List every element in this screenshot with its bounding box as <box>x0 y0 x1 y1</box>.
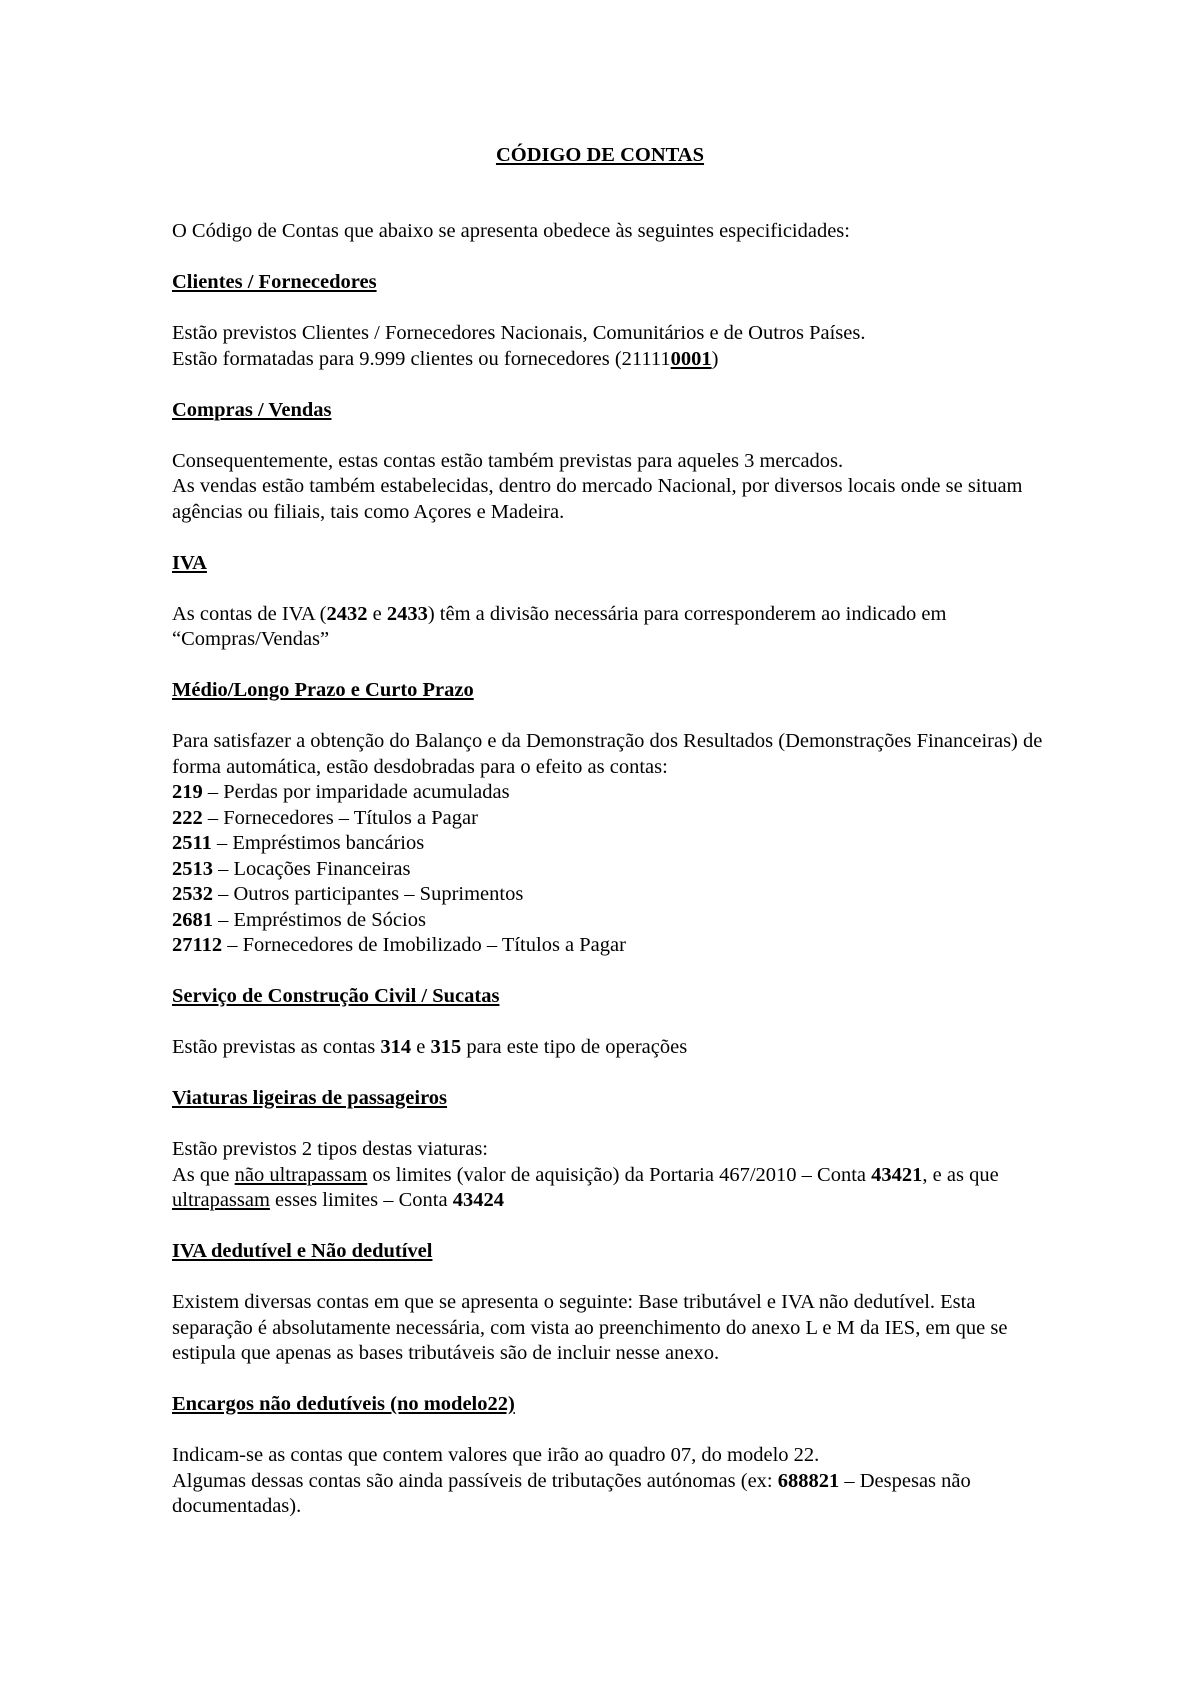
section-heading-compras: Compras / Vendas <box>172 398 332 421</box>
account-code: 0001 <box>670 347 712 370</box>
account-code: 314 <box>380 1036 412 1058</box>
iva-paragraph: As contas de IVA (2432 e 2433) têm a divisão necessária para corresponderem ao indicado em “Compras/Vendas” <box>172 602 947 650</box>
construcao-paragraph: Estão previstas as contas 314 e 315 para este tipo de operações <box>172 1036 688 1058</box>
list-item: 27112 – Fornecedores de Imobilizado – Títulos a Pagar <box>172 934 626 956</box>
account-code: 43424 <box>452 1189 504 1211</box>
prazo-intro: Para satisfazer a obtenção do Balanço e da Demonstração dos Resultados (Demonstrações Financeiras) de forma automática, estão desdobradas para o efeito as contas: <box>172 730 1043 778</box>
list-item: 2511 – Empréstimos bancários <box>172 832 425 854</box>
section-heading-construcao: Serviço de Construção Civil / Sucatas <box>172 985 500 1007</box>
section-heading-viaturas: Viaturas ligeiras de passageiros <box>172 1087 448 1109</box>
account-code: 2433 <box>386 602 428 625</box>
encargos-line-1: Indicam-se as contas que contem valores que irão ao quadro 07, do modelo 22. <box>172 1444 820 1466</box>
compras-line-2: As vendas estão também estabelecidas, dentro do mercado Nacional, por diversos locais onde se situam agências ou filiais, tais como Açores e Madeira. <box>172 475 1023 523</box>
compras-line-1: Consequentemente, estas contas estão também previstas para aqueles 3 mercados. <box>172 449 844 472</box>
list-item: 2532 – Outros participantes – Suprimentos <box>172 883 524 905</box>
account-code: 43421 <box>871 1163 923 1186</box>
section-heading-iva: IVA <box>172 551 207 574</box>
section-heading-encargos: Encargos não dedutíveis (no modelo22) <box>172 1393 515 1415</box>
iva-dedutivel-paragraph: Existem diversas contas em que se apresenta o seguinte: Base tributável e IVA não dedutível. Esta separação é absolutamente necessária, com vista ao preenchimento do anexo L e M da IES, em que se estipula que apenas as bases tributáveis são de incluir nesse anexo. <box>172 1291 1008 1364</box>
list-item: 219 – Perdas por imparidade acumuladas <box>172 781 510 803</box>
list-item: 2681 – Empréstimos de Sócios <box>172 908 426 931</box>
section-heading-clientes: Clientes / Fornecedores <box>172 271 377 293</box>
viaturas-line-2: As que não ultrapassam os limites (valor de aquisição) da Portaria 467/2010 – Conta 43421, e as que ultrapassam esses limites – Conta 43424 <box>172 1163 999 1211</box>
intro-paragraph: O Código de Contas que abaixo se apresenta obedece às seguintes especificidades: <box>172 220 850 242</box>
document-body <box>172 219 1052 1520</box>
account-code: 2432 <box>326 602 368 625</box>
section-heading-iva-dedutivel: IVA dedutível e Não dedutível <box>172 1240 433 1262</box>
encargos-line-2: Algumas dessas contas são ainda passíveis de tributações autónomas (ex: 688821 – Despesas não documentadas). <box>172 1469 971 1517</box>
list-item: 2513 – Locações Financeiras <box>172 857 411 880</box>
clientes-line-1: Estão previstos Clientes / Fornecedores Nacionais, Comunitários e de Outros Países. <box>172 322 866 344</box>
account-code: 688821 <box>777 1469 840 1492</box>
account-code: 315 <box>430 1036 462 1058</box>
section-heading-prazo: Médio/Longo Prazo e Curto Prazo <box>172 679 474 701</box>
viaturas-line-1: Estão previstos 2 tipos destas viaturas: <box>172 1138 488 1160</box>
list-item: 222 – Fornecedores – Títulos a Pagar <box>172 806 478 829</box>
page-title: CÓDIGO DE CONTAS <box>495 144 705 166</box>
account-list <box>172 780 1052 959</box>
clientes-line-2: Estão formatadas para 9.999 clientes ou fornecedores (211110001) <box>172 347 719 370</box>
